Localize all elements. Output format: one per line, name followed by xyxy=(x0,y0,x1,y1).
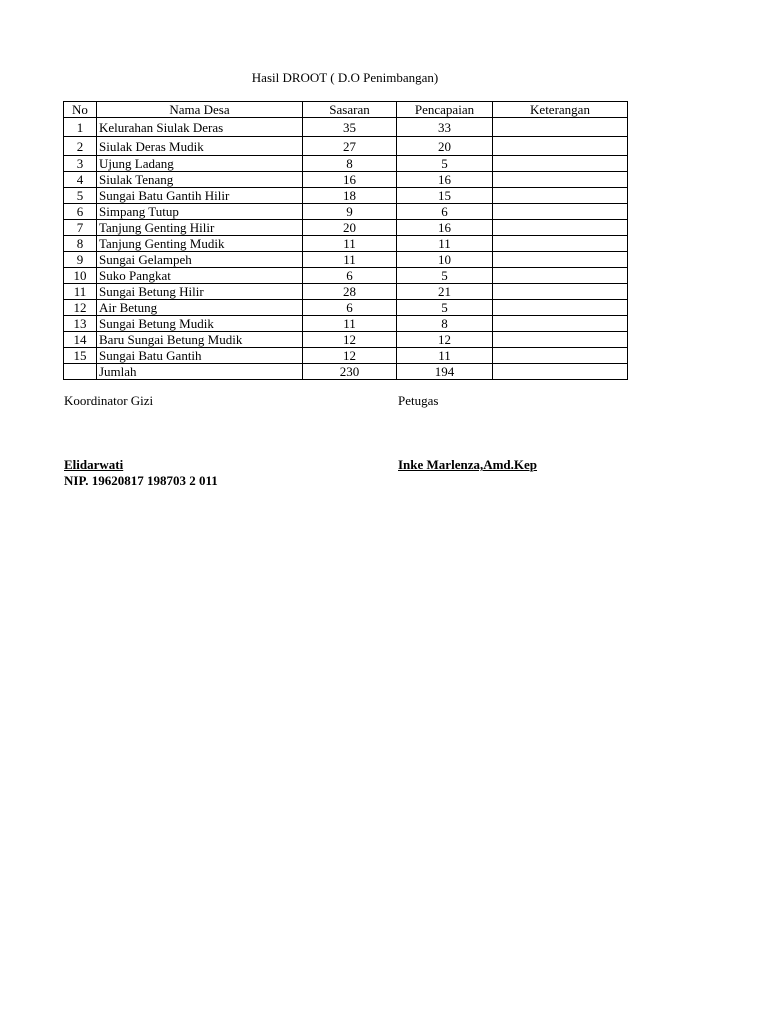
row-keterangan-cell xyxy=(493,172,628,188)
row-sasaran-cell: 12 xyxy=(303,332,397,348)
table-row xyxy=(64,332,628,348)
row-keterangan-cell xyxy=(493,220,628,236)
table-header-row xyxy=(64,102,628,118)
row-pencapaian-cell: 16 xyxy=(397,172,493,188)
row-pencapaian-cell: 10 xyxy=(397,252,493,268)
row-nama-desa-cell: Kelurahan Siulak Deras xyxy=(97,118,303,137)
row-no-cell: 13 xyxy=(64,316,97,332)
table-row xyxy=(64,316,628,332)
row-nama-desa-cell: Sungai Gelampeh xyxy=(97,252,303,268)
table-body xyxy=(64,118,628,364)
row-no-cell: 4 xyxy=(64,172,97,188)
header-keterangan: Keterangan xyxy=(493,102,628,118)
table-row xyxy=(64,252,628,268)
row-nama-desa-cell: Tanjung Genting Hilir xyxy=(97,220,303,236)
row-keterangan-cell xyxy=(493,332,628,348)
row-pencapaian-cell: 15 xyxy=(397,188,493,204)
row-nama-desa-cell: Sungai Betung Hilir xyxy=(97,284,303,300)
row-keterangan-cell xyxy=(493,236,628,252)
data-table xyxy=(63,101,628,380)
row-pencapaian-cell: 16 xyxy=(397,220,493,236)
total-sasaran: 230 xyxy=(303,364,397,380)
table-row xyxy=(64,284,628,300)
header-nama-desa: Nama Desa xyxy=(97,102,303,118)
row-pencapaian-cell: 21 xyxy=(397,284,493,300)
row-pencapaian-cell: 5 xyxy=(397,268,493,284)
row-sasaran-cell: 9 xyxy=(303,204,397,220)
row-sasaran-cell: 27 xyxy=(303,137,397,156)
row-sasaran-cell: 16 xyxy=(303,172,397,188)
row-keterangan-cell xyxy=(493,268,628,284)
row-sasaran-cell: 28 xyxy=(303,284,397,300)
row-no-cell: 8 xyxy=(64,236,97,252)
row-sasaran-cell: 8 xyxy=(303,156,397,172)
row-nama-desa-cell: Sungai Betung Mudik xyxy=(97,316,303,332)
header-sasaran: Sasaran xyxy=(303,102,397,118)
row-pencapaian-cell: 6 xyxy=(397,204,493,220)
row-no-cell: 1 xyxy=(64,118,97,137)
row-sasaran-cell: 35 xyxy=(303,118,397,137)
table-row xyxy=(64,137,628,156)
row-sasaran-cell: 6 xyxy=(303,300,397,316)
row-nama-desa-cell: Sungai Batu Gantih xyxy=(97,348,303,364)
row-sasaran-cell: 18 xyxy=(303,188,397,204)
document-title: Hasil DROOT ( D.O Penimbangan) xyxy=(251,70,439,85)
row-pencapaian-cell: 33 xyxy=(397,118,493,137)
table-row xyxy=(64,204,628,220)
total-row xyxy=(64,364,628,380)
row-no-cell: 7 xyxy=(64,220,97,236)
left-signer-role: Koordinator Gizi xyxy=(64,393,154,408)
row-keterangan-cell xyxy=(493,156,628,172)
row-no-cell: 5 xyxy=(64,188,97,204)
row-keterangan-cell xyxy=(493,204,628,220)
row-no-cell: 11 xyxy=(64,284,97,300)
right-signer-role: Petugas xyxy=(398,393,439,408)
row-keterangan-cell xyxy=(493,188,628,204)
row-no-cell: 15 xyxy=(64,348,97,364)
row-pencapaian-cell: 8 xyxy=(397,316,493,332)
table-row xyxy=(64,156,628,172)
row-keterangan-cell xyxy=(493,137,628,156)
total-no-cell xyxy=(64,364,97,380)
right-signer-name: Inke Marlenza,Amd.Kep xyxy=(398,457,538,472)
row-no-cell: 10 xyxy=(64,268,97,284)
row-keterangan-cell xyxy=(493,300,628,316)
table-row xyxy=(64,118,628,137)
table-row xyxy=(64,172,628,188)
row-nama-desa-cell: Sungai Batu Gantih Hilir xyxy=(97,188,303,204)
total-keterangan-cell xyxy=(493,364,628,380)
table-row xyxy=(64,300,628,316)
row-no-cell: 12 xyxy=(64,300,97,316)
header-pencapaian: Pencapaian xyxy=(397,102,493,118)
row-pencapaian-cell: 5 xyxy=(397,300,493,316)
row-nama-desa-cell: Air Betung xyxy=(97,300,303,316)
row-nama-desa-cell: Tanjung Genting Mudik xyxy=(97,236,303,252)
row-sasaran-cell: 20 xyxy=(303,220,397,236)
left-signer-name: Elidarwati xyxy=(64,457,124,472)
table-row xyxy=(64,188,628,204)
table-row xyxy=(64,236,628,252)
header-no: No xyxy=(64,102,97,118)
row-keterangan-cell xyxy=(493,348,628,364)
table-row xyxy=(64,348,628,364)
row-sasaran-cell: 11 xyxy=(303,316,397,332)
row-nama-desa-cell: Suko Pangkat xyxy=(97,268,303,284)
row-no-cell: 3 xyxy=(64,156,97,172)
row-pencapaian-cell: 5 xyxy=(397,156,493,172)
row-nama-desa-cell: Simpang Tutup xyxy=(97,204,303,220)
row-sasaran-cell: 11 xyxy=(303,252,397,268)
row-sasaran-cell: 12 xyxy=(303,348,397,364)
row-no-cell: 6 xyxy=(64,204,97,220)
row-keterangan-cell xyxy=(493,118,628,137)
row-keterangan-cell xyxy=(493,284,628,300)
row-keterangan-cell xyxy=(493,252,628,268)
row-sasaran-cell: 6 xyxy=(303,268,397,284)
row-pencapaian-cell: 20 xyxy=(397,137,493,156)
left-signer-nip: NIP. 19620817 198703 2 011 xyxy=(64,473,218,488)
row-nama-desa-cell: Siulak Deras Mudik xyxy=(97,137,303,156)
row-nama-desa-cell: Siulak Tenang xyxy=(97,172,303,188)
table-row xyxy=(64,268,628,284)
row-pencapaian-cell: 12 xyxy=(397,332,493,348)
row-no-cell: 9 xyxy=(64,252,97,268)
row-nama-desa-cell: Baru Sungai Betung Mudik xyxy=(97,332,303,348)
row-pencapaian-cell: 11 xyxy=(397,236,493,252)
total-pencapaian: 194 xyxy=(397,364,493,380)
row-sasaran-cell: 11 xyxy=(303,236,397,252)
row-keterangan-cell xyxy=(493,316,628,332)
row-no-cell: 14 xyxy=(64,332,97,348)
row-nama-desa-cell: Ujung Ladang xyxy=(97,156,303,172)
total-label: Jumlah xyxy=(97,364,303,380)
row-no-cell: 2 xyxy=(64,137,97,156)
row-pencapaian-cell: 11 xyxy=(397,348,493,364)
table-row xyxy=(64,220,628,236)
